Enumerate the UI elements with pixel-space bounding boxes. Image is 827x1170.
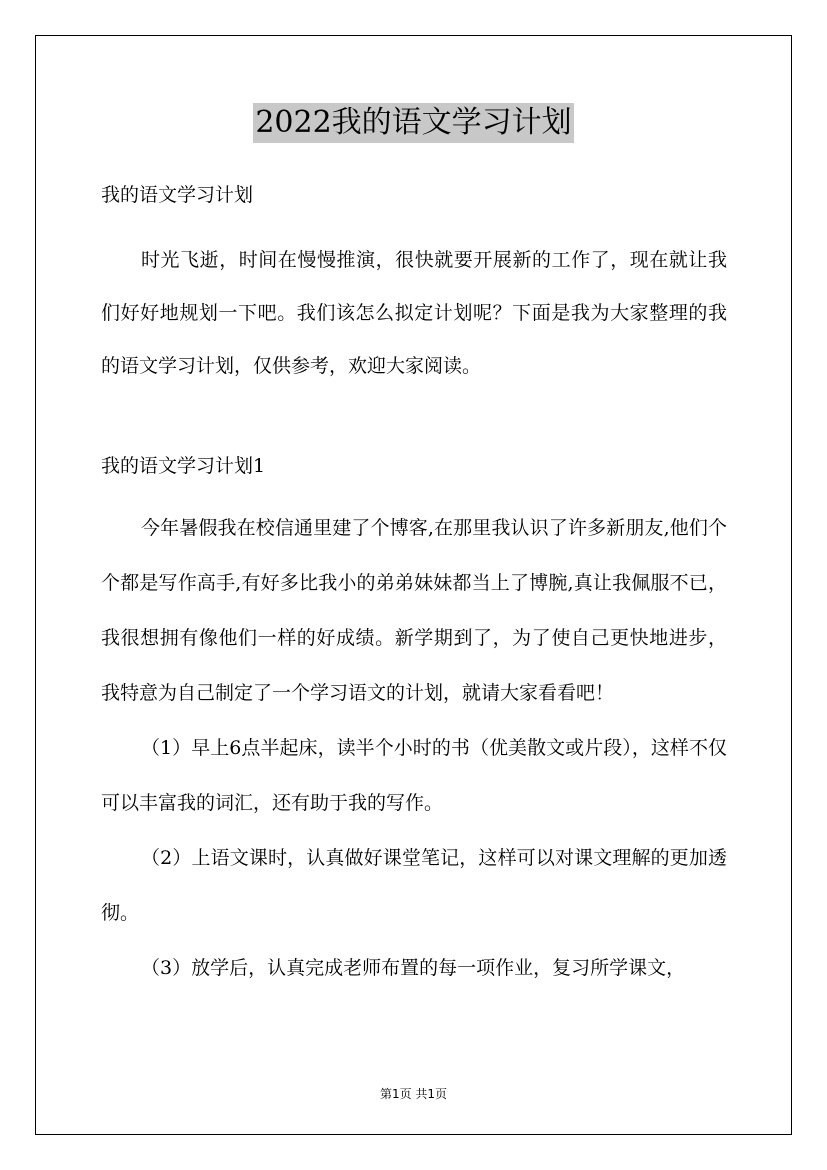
- section-paragraph: 今年暑假我在校信通里建了个博客,在那里我认识了许多新朋友,他们个个都是写作高手,有好多比我小的弟弟妹妹都当上了博腕,真让我佩服不已，我很想拥有像他们一样的好成绩。新学期到了，为了使自己更快地进步，我特意为自己制定了一个学习语文的计划，就请大家看看吧！: [101, 517, 727, 704]
- subheading: 我的语文学习计划: [101, 184, 254, 206]
- document-title: 2022我的语文学习计划: [253, 103, 573, 143]
- title-container: [0, 103, 827, 143]
- page-number: 第1页 共1页: [379, 1087, 448, 1101]
- list-item: （1）早上6点半起床，读半个小时的书（优美散文或片段），这样不仅可以丰富我的词汇，还有助于我的写作。: [101, 737, 727, 814]
- section-heading: 我的语文学习计划1: [101, 455, 266, 477]
- intro-paragraph: 时光飞逝，时间在慢慢推演，很快就要开展新的工作了，现在就让我们好好地规划一下吧。我们该怎么拟定计划呢？下面是我为大家整理的我的语文学习计划，仅供参考，欢迎大家阅读。: [101, 249, 727, 377]
- document-body: [101, 175, 727, 996]
- list-item: （3）放学后，认真完成老师布置的每一项作业，复习所学课文，: [141, 957, 686, 979]
- list-item: （2）上语文课时，认真做好课堂笔记，这样可以对课文理解的更加透彻。: [101, 847, 727, 924]
- page-footer: [0, 1085, 827, 1102]
